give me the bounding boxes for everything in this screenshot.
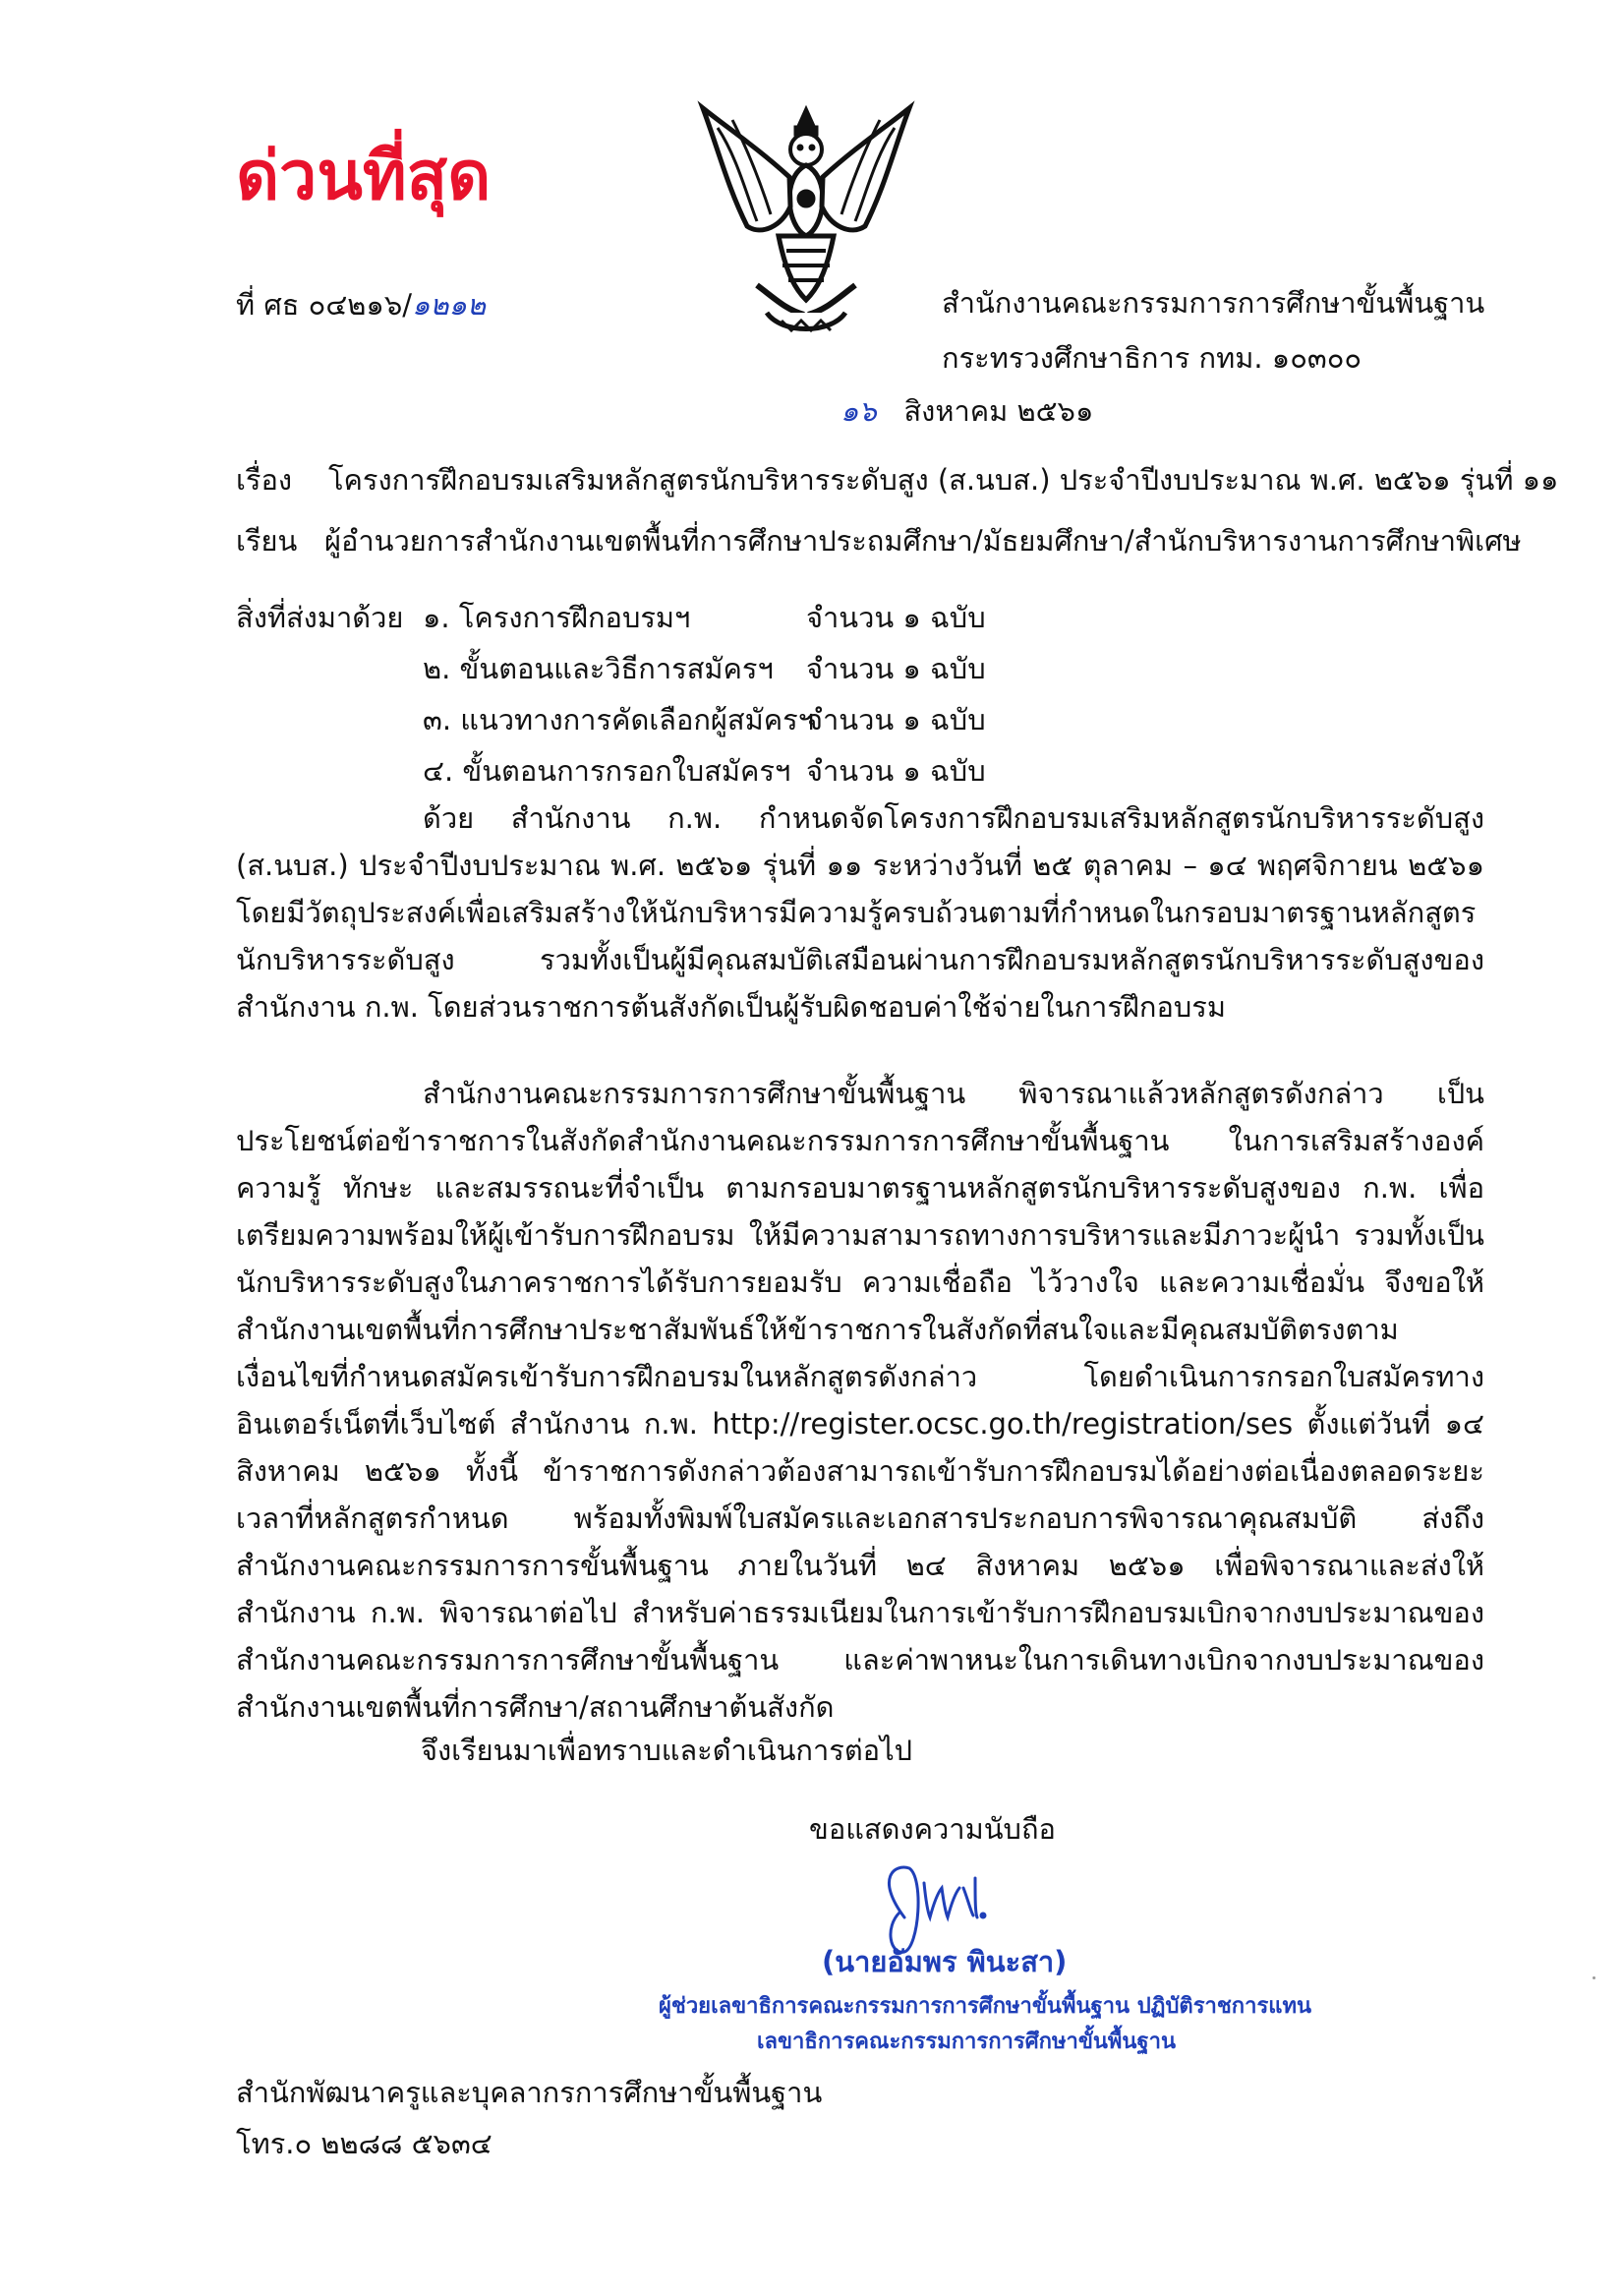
enclosure-name: ๓. แนวทางการคัดเลือกผู้สมัครฯ: [423, 703, 814, 736]
issuing-agency: [942, 275, 1484, 385]
subject-label: เรื่อง: [236, 463, 293, 497]
document-number-handwritten: ๑๒๑๒: [412, 288, 487, 322]
enclosure-name: ๒. ขั้นตอนและวิธีการสมัครฯ: [423, 652, 774, 685]
enclosure-count: จำนวน ๑ ฉบับ: [806, 601, 986, 634]
contact-phone: โทร.๐ ๒๒๘๘ ๕๖๓๔: [236, 2127, 493, 2160]
contact-office: สำนักพัฒนาครูและบุคลากรการศึกษาขั้นพื้นฐาน: [236, 2076, 823, 2109]
enclosure-count: จำนวน ๑ ฉบับ: [806, 754, 986, 788]
enclosure-item: [423, 643, 986, 694]
enclosure-item: [423, 694, 986, 745]
signatory-position-line-1: ผู้ช่วยเลขาธิการคณะกรรมการการศึกษาขั้นพื้นฐาน ปฏิบัติราชการแทน: [659, 1994, 1312, 2019]
regards-line: ขอแสดงความนับถือ: [809, 1812, 1056, 1846]
document-date: [840, 391, 1093, 431]
date-month-year: สิงหาคม ๒๕๖๑: [903, 394, 1094, 428]
recipient-line: [236, 521, 1522, 560]
body-paragraph-2: สำนักงานคณะกรรมการการศึกษาขั้นพื้นฐาน พิจารณาแล้วหลักสูตรดังกล่าว เป็นประโยชน์ต่อข้าราชการในสังกัดสำนักงานคณะกรรมการการศึกษาขั้นพื้นฐาน ในการเสริมสร้างองค์ความรู้ ทักษะ และสมรรถนะที่จำเป็น ตามกรอบมาตรฐานหลักสูตรนักบริหารระดับสูงของ ก.พ. เพื่อเตรียมความพร้อมให้ผู้เข้ารับการฝึกอบรม ให้มีความสามารถทางการบริหารและมีภาวะผู้นำ รวมทั้งเป็นนักบริหารระดับสูงในภาคราชการได้รับการยอมรับ ความเชื่อถือ ไว้วางใจ และความเชื่อมั่น จึงขอให้สำนักงานเขตพื้นที่การศึกษาประชาสัมพันธ์ให้ข้าราชการในสังกัดที่สนใจและมีคุณสมบัติตรงตามเงื่อนไขที่กำหนดสมัครเข้ารับการฝึกอบรมในหลักสูตรดังกล่าว โดยดำเนินการกรอกใบสมัครทางอินเตอร์เน็ตที่เว็บไซต์ สำนักงาน ก.พ. http://register.ocsc.go.th/registration/ses ตั้งแต่วันที่ ๑๔ สิงหาคม ๒๕๖๑ ทั้งนี้ ข้าราชการดังกล่าวต้องสามารถเข้ารับการฝึกอบรมได้อย่างต่อเนื่องตลอดระยะเวลาที่หลักสูตรกำหนด พร้อมทั้งพิมพ์ใบสมัครและเอกสารประกอบการพิจารณาคุณสมบัติ ส่งถึงสำนักงานคณะกรรมการการขั้นพื้นฐาน ภายในวันที่ ๒๔ สิงหาคม ๒๕๖๑ เพื่อพิจารณาและส่งให้สำนักงาน ก.พ. พิจารณาต่อไป สำหรับค่าธรรมเนียมในการเข้ารับการฝึกอบรมเบิกจากงบประมาณของสำนักงานคณะกรรมการการศึกษาขั้นพื้นฐาน และค่าพาหนะในการเดินทางเบิกจากงบประมาณของสำนักงานเขตพื้นที่การศึกษา/สถานศึกษาต้นสังกัด: [236, 1077, 1484, 1724]
document-number: [236, 285, 486, 324]
subject-line: [236, 460, 1558, 500]
agency-line-2: กระทรวงศึกษาธิการ กทม. ๑๐๓๐๐: [942, 341, 1362, 375]
enclosure-name: ๔. ขั้นตอนการกรอกใบสมัครฯ: [423, 754, 791, 788]
signatory-name: (นายอัมพร พินะสา): [822, 1945, 1068, 1978]
date-day-handwritten: ๑๖: [840, 394, 877, 428]
enclosure-count: จำนวน ๑ ฉบับ: [806, 652, 986, 685]
agency-line-1: สำนักงานคณะกรรมการการศึกษาขั้นพื้นฐาน: [942, 286, 1485, 320]
signatory-position-line-2: เลขาธิการคณะกรรมการการศึกษาขั้นพื้นฐาน: [757, 2030, 1176, 2054]
enclosure-item: [423, 745, 986, 796]
recipient-label: เรียน: [236, 524, 298, 558]
enclosure-name: ๑. โครงการฝึกอบรมฯ: [423, 601, 691, 634]
closing-line: จึงเรียนมาเพื่อทราบและดำเนินการต่อไป: [421, 1734, 913, 1767]
scan-speck: [1593, 1976, 1595, 1979]
body-paragraph-1: ด้วย สำนักงาน ก.พ. กำหนดจัดโครงการฝึกอบรมเสริมหลักสูตรนักบริหารระดับสูง (ส.นบส.) ประจำปีงบประมาณ พ.ศ. ๒๕๖๑ รุ่นที่ ๑๑ ระหว่างวันที่ ๒๕ ตุลาคม – ๑๔ พฤศจิกายน ๒๕๖๑ โดยมีวัตถุประสงค์เพื่อเสริมสร้างให้นักบริหารมีความรู้ครบถ้วนตามที่กำหนดในกรอบมาตรฐานหลักสูตรนักบริหารระดับสูง รวมทั้งเป็นผู้มีคุณสมบัติเสมือนผ่านการฝึกอบรมหลักสูตรนักบริหารระดับสูงของสำนักงาน ก.พ. โดยส่วนราชการต้นสังกัดเป็นผู้รับผิดชอบค่าใช้จ่ายในการฝึกอบรม: [236, 801, 1484, 1024]
recipient-text: ผู้อำนวยการสำนักงานเขตพื้นที่การศึกษาประถมศึกษา/มัธยมศึกษา/สำนักบริหารงานการศึกษาพิเศษ: [323, 524, 1522, 558]
enclosure-item: [423, 592, 986, 643]
enclosure-count: จำนวน ๑ ฉบับ: [806, 703, 986, 736]
enclosures-list: [423, 592, 986, 796]
document-number-prefix: ที่ ศธ ๐๔๒๑๖/: [236, 288, 413, 322]
garuda-emblem-icon: [688, 88, 924, 344]
enclosures-label: สิ่งที่ส่งมาด้วย: [236, 601, 404, 634]
subject-text: โครงการฝึกอบรมเสริมหลักสูตรนักบริหารระดับสูง (ส.นบส.) ประจำปีงบประมาณ พ.ศ. ๒๕๖๑ รุ่นที่ ๑๑: [327, 463, 1559, 497]
urgency-stamp: ด่วนที่สุด: [236, 138, 492, 215]
